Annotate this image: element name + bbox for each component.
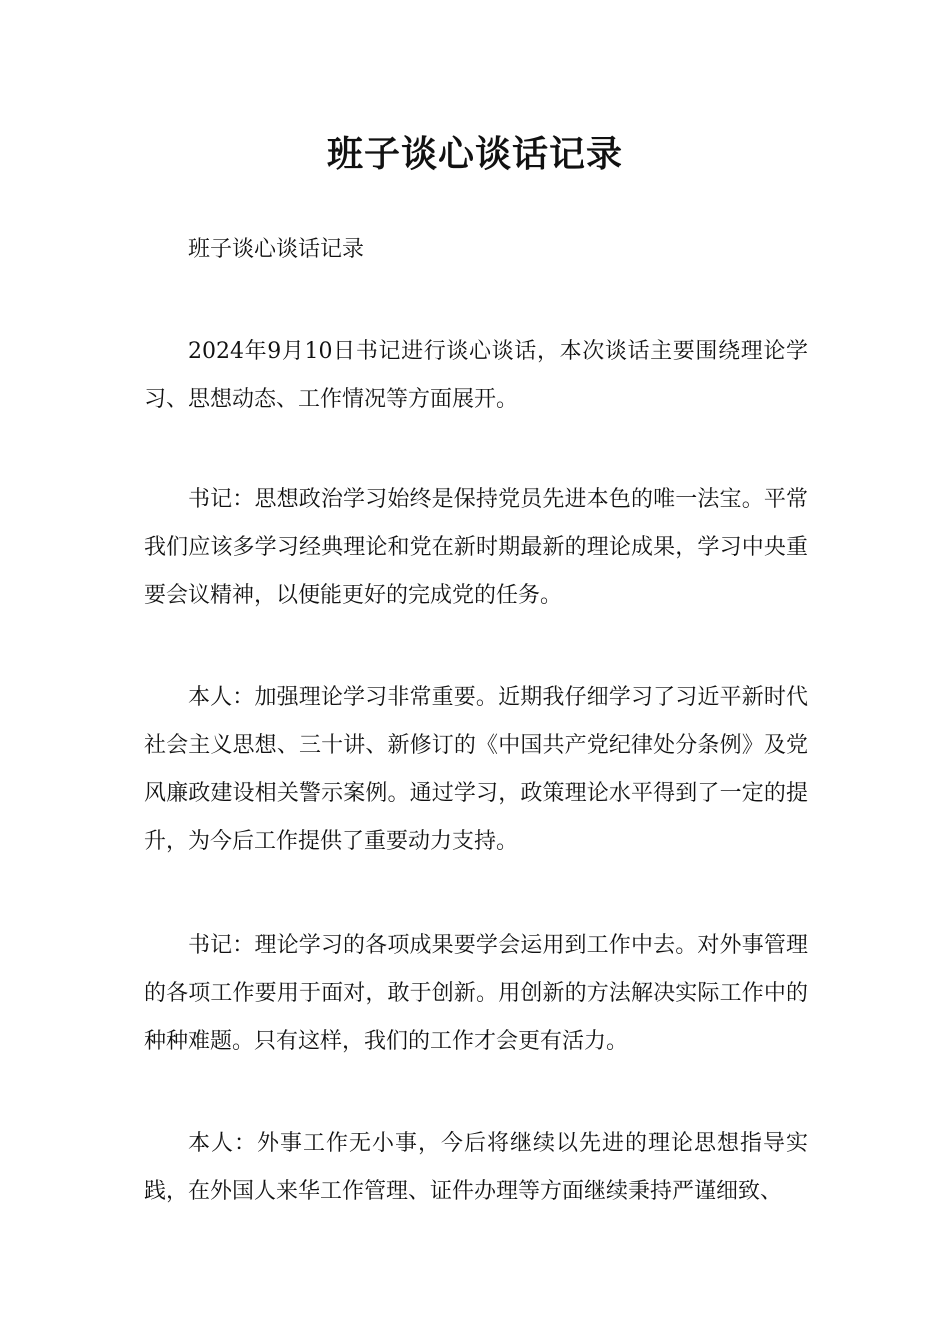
paragraph-secretary-2: 书记：理论学习的各项成果要学会运用到工作中去。对外事管理的各项工作要用于面对，敢于创新。用创新的方法解决实际工作中的种种难题。只有这样，我们的工作才会更有活力。 xyxy=(144,933,808,1054)
paragraph-self-2: 本人：外事工作无小事，今后将继续以先进的理论思想指导实践，在外国人来华工作管理、证件办理等方面继续秉持严谨细致、 xyxy=(144,1131,808,1204)
document-title: 班子谈心谈话记录 xyxy=(326,133,623,175)
paragraph-subtitle: 班子谈心谈话记录 xyxy=(188,237,365,262)
paragraph-secretary-1: 书记：思想政治学习始终是保持党员先进本色的唯一法宝。平常我们应该多学习经典理论和党在新时期最新的理论成果，学习中央重要会议精神，以便能更好的完成党的任务。 xyxy=(144,487,808,608)
paragraph-self-1: 本人：加强理论学习非常重要。近期我仔细学习了习近平新时代社会主义思想、三十讲、新修订的《中国共产党纪律处分条例》及党风廉政建设相关警示案例。通过学习，政策理论水平得到了一定的提升，为今后工作提供了重要动力支持。 xyxy=(144,685,808,854)
paragraph-intro: 2024年9月10日书记进行谈心谈话，本次谈话主要围绕理论学习、思想动态、工作情况等方面展开。 xyxy=(144,339,808,412)
